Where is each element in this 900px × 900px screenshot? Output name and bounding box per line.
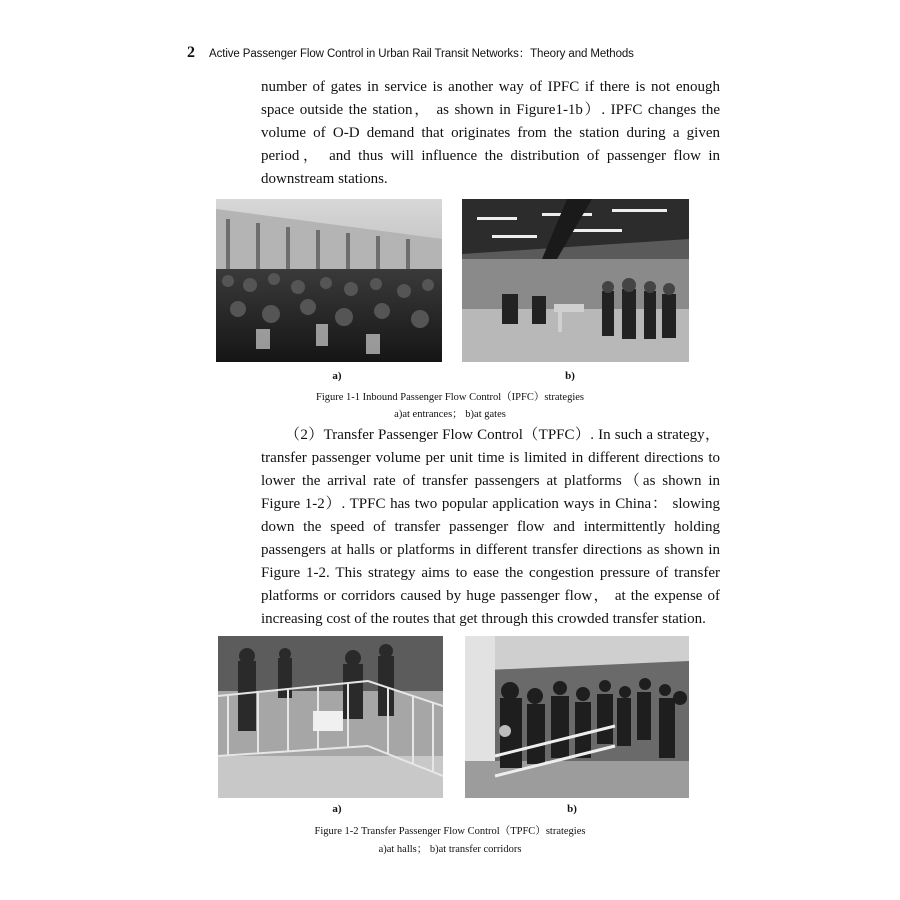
paragraph-continued bbox=[261, 76, 720, 191]
text-line: platforms or corridors caused by huge passenger flow， at the expense of bbox=[261, 588, 720, 604]
paragraph-tpfc bbox=[261, 424, 720, 631]
text-line: transfer passenger volume per unit time is limited in different directions to bbox=[261, 450, 720, 466]
text-line: volume of O-D demand that originates from the station during a given bbox=[261, 125, 720, 141]
figure1-subcaption: a)at entrances； b)at gates bbox=[394, 409, 506, 420]
text-line: Figure 1-2）. TPFC has two popular application ways in China： slowing bbox=[261, 496, 720, 512]
figure2-caption: Figure 1-2 Transfer Passenger Flow Control（TPFC）strategies bbox=[314, 826, 586, 837]
photo-transfer-corridor bbox=[465, 636, 689, 798]
text-line: space outside the station， as shown in Figure1-1b）. IPFC changes the bbox=[261, 102, 720, 118]
text-line: period， and thus will influence the distribution of passenger flow in bbox=[261, 148, 720, 164]
figure2-label-b: b) bbox=[567, 803, 577, 815]
text-line: increasing cost of the routes that get through this crowded transfer station. bbox=[261, 611, 706, 627]
running-title: Active Passenger Flow Control in Urban Rail Transit Networks：Theory and Methods bbox=[209, 48, 634, 60]
text-line: （2）Transfer Passenger Flow Control（TPFC）. In such a strategy， bbox=[285, 427, 720, 443]
text-line: number of gates in service is another way of IPFC if there is not enough bbox=[261, 79, 720, 95]
figure1-label-b: b) bbox=[565, 370, 575, 382]
text-line: passengers at halls or platforms in different transfer directions as shown in bbox=[261, 542, 720, 558]
figure2-label-a: a) bbox=[332, 803, 342, 815]
figure1-label-a: a) bbox=[332, 370, 342, 382]
text-line: Figure 1-2. This strategy aims to ease the congestion pressure of transfer bbox=[261, 565, 720, 581]
photo-hall-barriers bbox=[218, 636, 443, 798]
text-line: lower the arrival rate of transfer passengers at platforms（as shown in bbox=[261, 473, 720, 489]
text-line: down the speed of transfer passenger flow and intermittently holding bbox=[261, 519, 720, 535]
page-number: 2 bbox=[187, 44, 195, 61]
figure2-subcaption: a)at halls； b)at transfer corridors bbox=[378, 844, 522, 855]
photo-gates bbox=[462, 199, 689, 362]
running-header bbox=[187, 44, 634, 64]
text-line: downstream stations. bbox=[261, 171, 388, 187]
figure1-caption: Figure 1-1 Inbound Passenger Flow Control（IPFC）strategies bbox=[315, 392, 585, 403]
photo-crowd-at-entrance bbox=[216, 199, 442, 362]
